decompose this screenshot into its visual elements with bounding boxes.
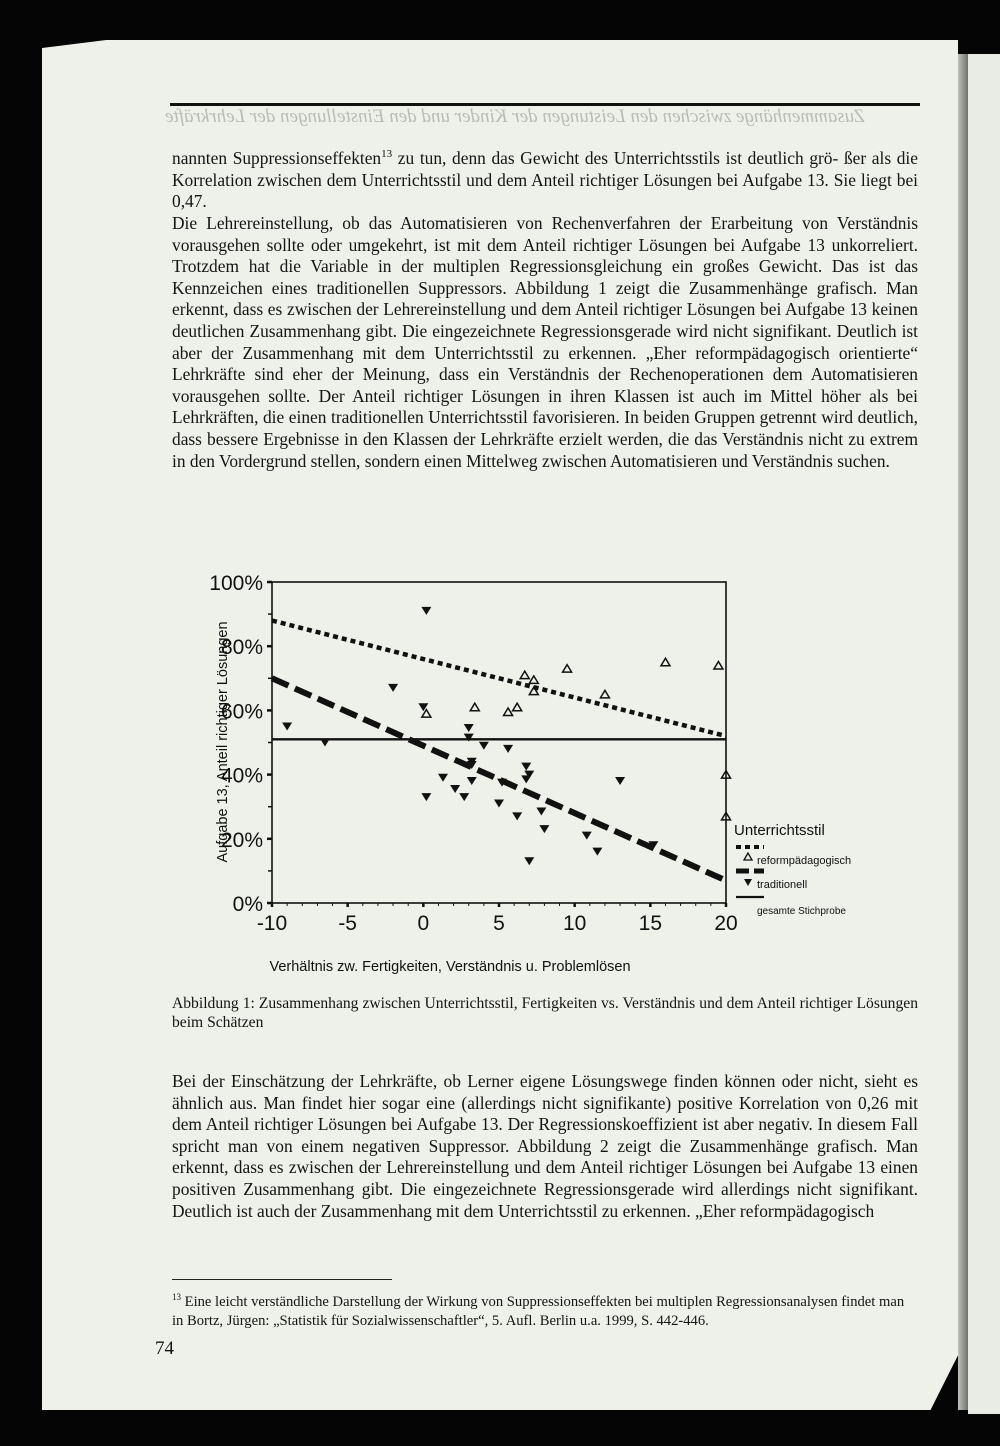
triangle-up-marker [470, 703, 479, 711]
legend-title: Unterrichtsstil [734, 822, 825, 839]
triangle-down-marker [494, 799, 504, 807]
triangle-down-marker [503, 745, 513, 753]
y-tick-label: 20% [220, 828, 263, 852]
x-tick-label: -10 [256, 912, 288, 935]
figure-caption: Abbildung 1: Zusammenhang zwischen Unterrichtsstil, Fertigkeiten vs. Verständnis und dem Anteil richtiger Lösungen beim Schätzen [172, 995, 918, 1031]
triangle-up-marker [504, 708, 513, 716]
triangle-down-marker [536, 808, 546, 816]
triangle-up-marker [661, 658, 670, 666]
show-through-header: Zusammenhänge zwischen den Leistungen der Kinder und den Einstellungen der Lehrkräfte [165, 106, 865, 127]
triangle-down-marker [282, 722, 292, 730]
triangle-down-marker [421, 793, 431, 801]
y-tick-label: 100% [209, 572, 263, 595]
triangle-up-marker [520, 671, 529, 679]
y-tick-label: 0% [232, 893, 263, 916]
triangle-down-marker [438, 774, 448, 782]
legend-label-traditionell: traditionell [757, 879, 808, 891]
triangle-down-marker [450, 785, 460, 793]
x-tick-label: 5 [493, 912, 505, 935]
triangle-up-marker [529, 676, 538, 684]
y-tick-label: 60% [220, 700, 263, 724]
footnote-ref: 13 [381, 148, 393, 161]
paragraph-2: Die Lehrereinstellung, ob das Automatisieren von Rechenverfahren der Erarbeitung von Verständnis vorausgehen sollte oder umgekehrt, ist mit dem Anteil richtiger Lösungen bei Aufgabe 13 unkorreliert. Trotzdem hat die Variable in der multiplen Regressionsgleichung ein großes Gewicht. Das ist das Kennzeichen eines traditionellen Suppressors. Abbildung 1 zeigt die Zusammenhänge grafisch. Man erkennt, dass es zwischen der Lehrereinstellung und dem Anteil richtiger Lösungen bei Aufgabe 13 keinen deutlichen Zusammenhang gibt. Die eingezeichnete Regressionsgerade wird nicht signifikant. Deutlich ist aber der Zusammenhang mit dem Unterrichtsstil zu erkennen. „Eher reformpädagogisch orientierte“ Lehrkräfte sind eher der Meinung, dass ein Verständnis der Rechenoperationen dem Automatisieren vorausgehen sollte. Der Anteil richtiger Lösungen in ihren Klassen ist auch im Mittel höher als bei Lehrkräften, die einen traditionellen Unterrichtsstil favorisieren. In beiden Gruppen getrennt wird deutlich, dass bessere Ergebnisse in den Klassen der Lehrkräfte erzielt werden, die das Verständnis nicht zu extrem in den Vordergrund stellen, sondern einen Mittelweg zwischen Automatisieren und Verständnis suchen. [172, 213, 918, 471]
regression-line-dotted [272, 621, 726, 737]
footnote-rule [172, 1279, 392, 1280]
triangle-down-marker [464, 724, 474, 732]
triangle-down-marker [524, 857, 534, 865]
x-tick-label: 0 [417, 912, 430, 935]
plot-frame [272, 582, 726, 903]
paragraph-3: Bei der Einschätzung der Lehrkräfte, ob Lerner eigene Lösungswege finden können oder nicht, sieht es ähnlich aus. Man findet hier sogar eine (allerdings nicht signifikante) positive Korrelation von 0,26 mit dem Anteil richtiger Lösungen bei Aufgabe 13. Der Regressionskoeffizient ist aber negativ. In diesem Fall spricht man von einem negativen Suppressor. Abbildung 2 zeigt die Zusammenhänge grafisch. Man erkennt, dass es zwischen der Lehrereinstellung und dem Anteil richtiger Lösungen bei Aufgabe 13 einen positiven Zusammenhang gibt. Die eingezeichnete Regressionsgerade wird allerdings nicht signifikant. Deutlich ist auch der Zusammenhang mit dem Unterrichtsstil zu erkennen. „Eher reformpädagogisch [172, 1071, 918, 1221]
triangle-down-marker [467, 777, 477, 785]
legend-triangle-up-icon [744, 853, 752, 860]
triangle-up-marker [513, 703, 522, 711]
y-tick-label: 40% [220, 764, 263, 788]
triangle-down-marker [592, 848, 602, 856]
triangle-down-marker [582, 832, 592, 840]
triangle-down-marker [388, 684, 398, 692]
footnote: $^{13}$ Eine leicht verständliche Darstellung der Wirkung von Suppressionseffekten bei multiplen Regressionsanalysen findet man in Bortz, Jürgen: „Statistik für Sozialwissenschaftler“, 5. Aufl. Berlin u.a. 1999, S. 442-446. [172, 1292, 905, 1329]
y-tick-label: 80% [220, 636, 263, 660]
y-axis-label: Aufgabe 13, Anteil richtiger Lösungen [215, 621, 231, 863]
legend-label-gesamt: gesamte Stichprobe [757, 906, 846, 917]
triangle-down-marker [615, 777, 625, 785]
legend-triangle-down-icon [744, 879, 752, 886]
triangle-down-marker [459, 793, 469, 801]
triangle-down-marker [421, 607, 431, 615]
triangle-down-marker [521, 763, 531, 771]
triangle-down-marker [320, 739, 330, 747]
triangle-down-marker [479, 742, 489, 750]
x-tick-label: 15 [638, 912, 663, 935]
legend-label-reform: reformpädagogisch [757, 855, 852, 867]
triangle-down-marker [512, 812, 522, 820]
x-tick-label: 20 [714, 912, 738, 935]
x-tick-label: 10 [562, 912, 587, 935]
page-number: 74 [155, 1338, 174, 1359]
x-axis-label: Verhältnis zw. Fertigkeiten, Verständnis u. Problemlösen [269, 959, 631, 975]
triangle-up-marker [563, 665, 572, 673]
paragraph-1: nannten Suppressionseffekten$^{13}$ zu tun, denn das Gewicht des Unterrichtsstils ist deutlich grö- ßer als die Korrelation zwischen dem Unterrichtsstil und dem Anteil richtiger Lösungen bei Aufgabe 13. Sie liegt bei 0,47. [172, 148, 919, 212]
x-tick-label: -5 [338, 912, 358, 935]
triangle-up-marker [714, 661, 723, 669]
triangle-down-marker [539, 825, 549, 833]
triangle-up-marker [600, 690, 609, 698]
